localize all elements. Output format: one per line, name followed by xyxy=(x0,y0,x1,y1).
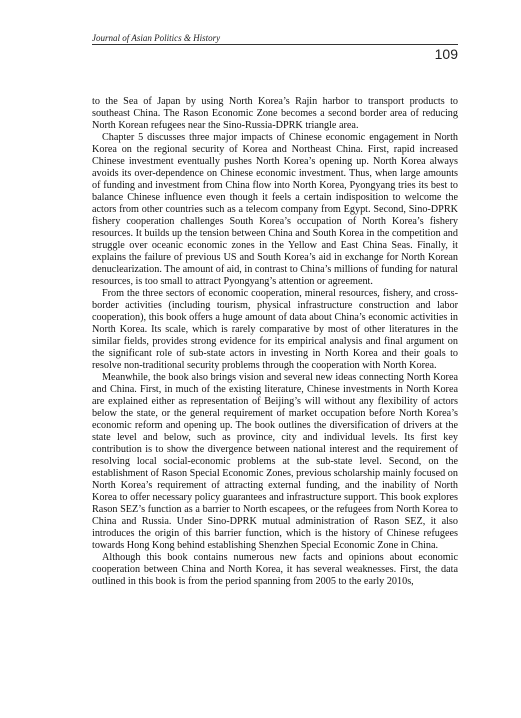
page-number: 109 xyxy=(434,46,458,62)
paragraph: From the three sectors of economic cooperation, mineral resources, fishery, and cross-border activities (including tourism, physical infrastructure construction and labor cooperation), this book offers a huge amount of data about China’s economic activities in North Korea. Its scale, which is rarely comparative by most of other literatures in the similar fields, provides strong evidence for its empirical analysis and final argument on the significant role of sub-state actors in investing in North Korea and their goals to resolve non-traditional security problems through the cooperation with North Korea. xyxy=(92,288,458,371)
paragraph: Meanwhile, the book also brings vision and several new ideas connecting North Korea and China. First, in much of the existing literature, Chinese investments in North Korea are explained either as representation of Beijing’s will without any flexibility of actors below the state, or the general requirement of market occupation before North Korea’s economic reform and opening up. The book outlines the diversification of drivers at the state level and below, such as province, city and individual levels. Its first key contribution is to show the divergence between national interest and the requirement of resolving local social-economic problems at the sub-state level. Second, on the establishment of Rason Special Economic Zones, previous scholarship mainly focused on North Korea’s requirement of attracting external funding, and the inability of North Korea to offer necessary policy guarantees and infrastructure support. This book explores Rason SEZ’s function as a barrier to North escapees, or the refugees from North Korea to China and Russia. Under Sino-DPRK mutual administration of Rason SEZ, it also introduces the origin of this barrier function, which is the history of Chinese refugees towards Hong Kong behind establishing Shenzhen Special Economic Zone in China. xyxy=(92,372,458,551)
paragraph: to the Sea of Japan by using North Korea’s Rajin harbor to transport products to southeast China. The Rason Economic Zone becomes a second border area of reducing North Korean refugees near the Sino-Russia-DPRK triangle area. xyxy=(92,96,458,131)
paragraph: Chapter 5 discusses three major impacts of Chinese economic engagement in North Korea on the regional security of Korea and Northeast China. First, rapid increased Chinese investment eventually pushes North Korea’s opening up. North Korea always avoids its over-dependence on Chinese economic investment. Thus, when large amounts of funding and investment from China flow into North Korea, Pyongyang tries its best to balance Chinese influence even though it feels a certain indisposition to welcome the actors from other countries such as a telecom company from Egypt. Second, Sino-DPRK fishery cooperation challenges South Korea’s occupation of North Korea’s fishery resources. It builds up the tension between China and South Korea in the competition and struggle over oceanic economic zones in the Yellow and East China Seas. Finally, it explains the failure of previous US and South Korea’s aid in exchange for North Korean denuclearization. The amount of aid, in contrast to China’s millions of funding for natural resources, is too small to attract Pyongyang’s attention or agreement. xyxy=(92,132,458,287)
paragraph: Although this book contains numerous new facts and opinions about economic cooperation between China and North Korea, it has several weaknesses. First, the data outlined in this book is from the period spanning from 2005 to the early 2010s, xyxy=(92,552,458,587)
body-text xyxy=(92,96,458,588)
header-rule xyxy=(92,44,458,45)
journal-title: Journal of Asian Politics & History xyxy=(92,33,221,43)
